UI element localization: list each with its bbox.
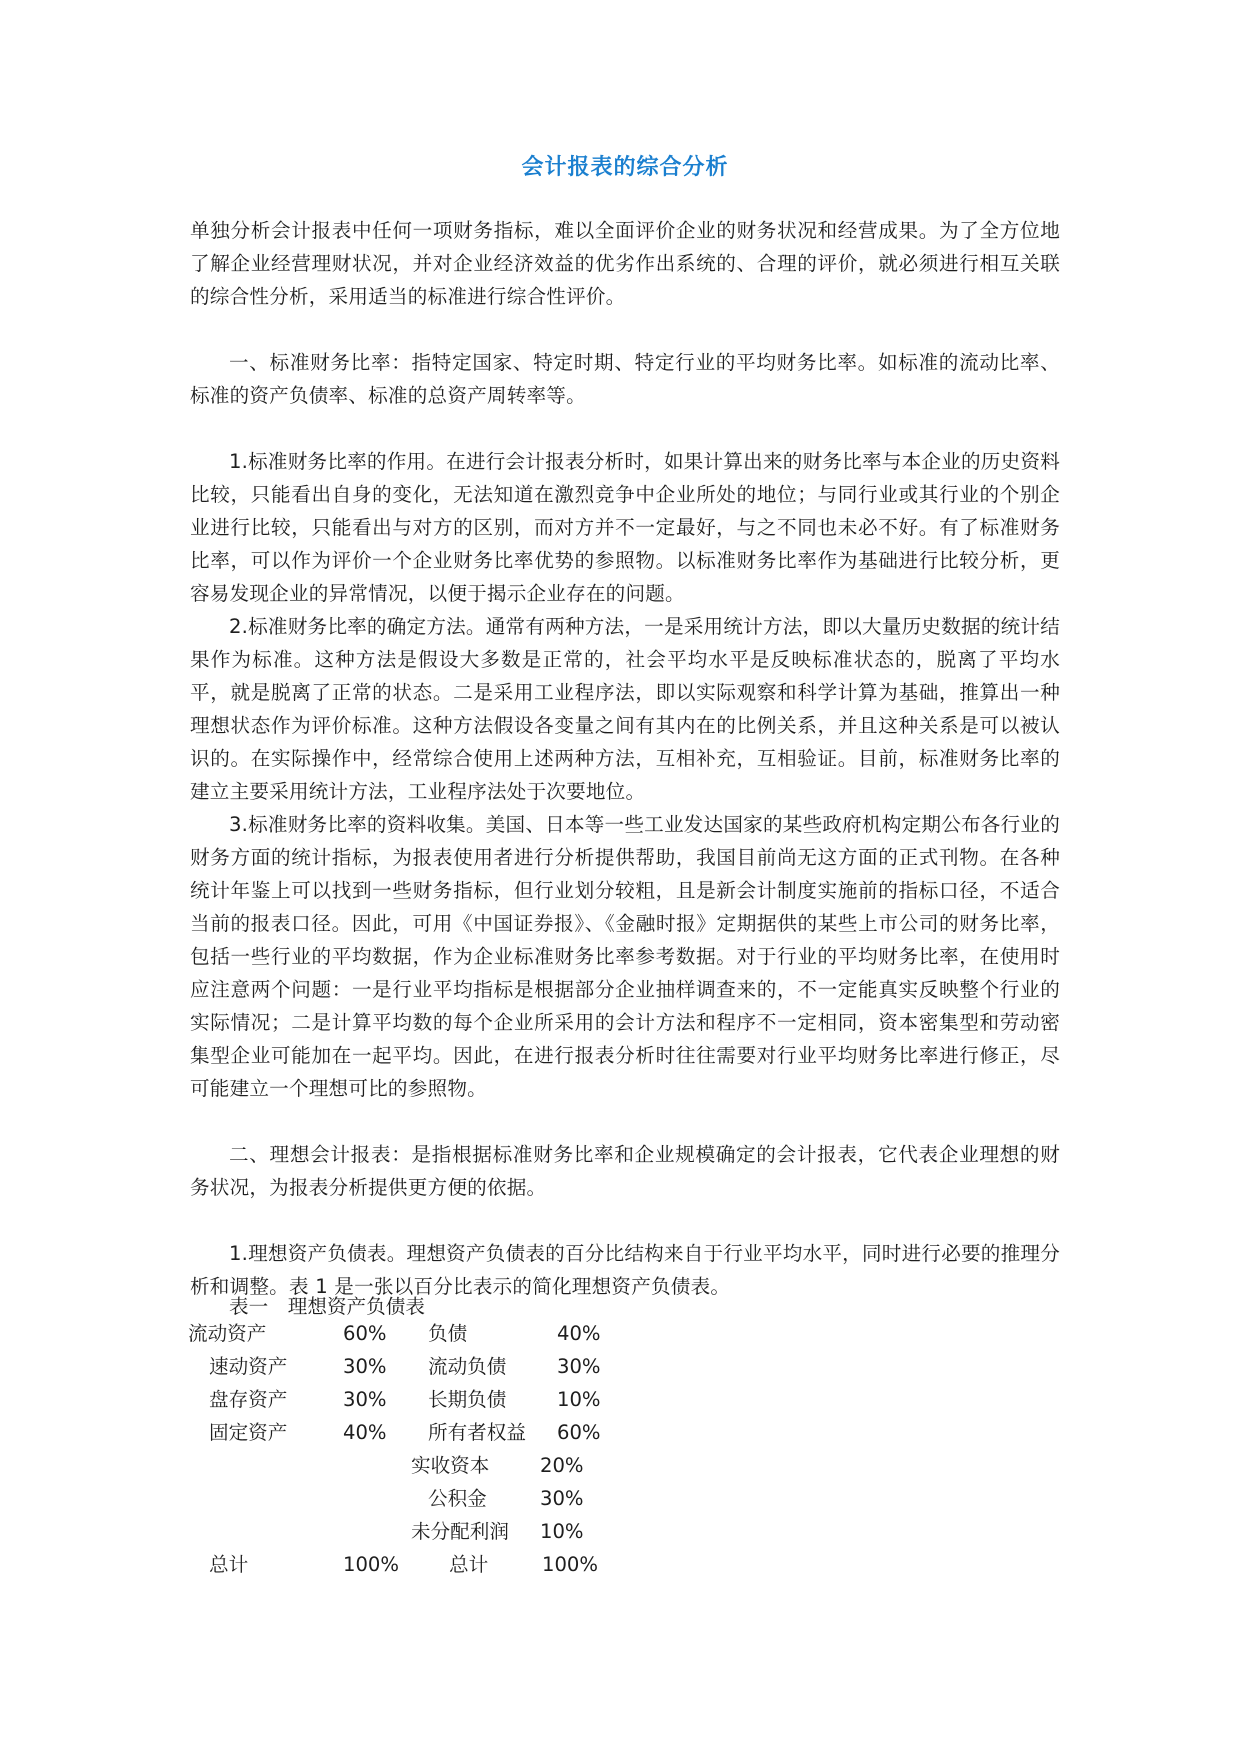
table-cell-left-value: 30% [343, 1355, 387, 1378]
table-caption: 表一 理想资产负债表 [229, 1295, 425, 1318]
table-cell-left-label: 速动资产 [209, 1355, 288, 1378]
table-cell-left-label: 流动资产 [188, 1322, 267, 1345]
document-title: 会计报表的综合分析 [521, 155, 729, 180]
table-cell-right-label: 负债 [428, 1322, 468, 1345]
table-cell-right-value: 60% [557, 1421, 601, 1444]
table-cell-right-value: 30% [557, 1355, 601, 1378]
table-cell-left-value: 40% [343, 1421, 387, 1444]
section-1-item-3: 3.标准财务比率的资料收集。美国、日本等一些工业发达国家的某些政府机构定期公布各行业的财务方面的统计指标，为报表使用者进行分析提供帮助，我国目前尚无这方面的正式刊物。在各种统计年鉴上可以找到一些财务指标，但行业划分较粗，且是新会计制度实施前的指标口径，不适合当前的报表口径。因此，可用《中国证券报》、《金融时报》定期据供的某些上市公司的财务比率，包括一些行业的平均数据，作为企业标准财务比率参考数据。对于行业的平均财务比率，在使用时应注意两个问题：一是行业平均指标是根据部分企业抽样调查来的，不一定能真实反映整个行业的实际情况；二是计算平均数的每个企业所采用的会计方法和程序不一定相同，资本密集型和劳动密集型企业可能加在一起平均。因此，在进行报表分析时往往需要对行业平均财务比率进行修正，尽可能建立一个理想可比的参照物。 [190, 813, 1060, 1100]
table-cell-right-label: 实收资本 [411, 1454, 490, 1477]
table-cell-right-label: 长期负债 [428, 1388, 507, 1411]
table-cell-right-value: 40% [557, 1322, 601, 1345]
table-cell-left-label: 盘存资产 [209, 1388, 288, 1411]
table-cell-left-label: 总计 [209, 1553, 249, 1576]
table-cell-right-label: 总计 [449, 1553, 489, 1576]
table-cell-right-label: 流动负债 [428, 1355, 507, 1378]
table-cell-left-label: 固定资产 [209, 1421, 288, 1444]
section-2-heading-paragraph: 二、理想会计报表：是指根据标准财务比率和企业规模确定的会计报表，它代表企业理想的财务状况，为报表分析提供更方便的依据。 [190, 1143, 1060, 1199]
table-cell-right-value: 10% [540, 1520, 584, 1543]
intro-paragraph: 单独分析会计报表中任何一项财务指标，难以全面评价企业的财务状况和经营成果。为了全方位地了解企业经营理财状况，并对企业经济效益的优劣作出系统的、合理的评价，就必须进行相互关联的综合性分析，采用适当的标准进行综合性评价。 [190, 219, 1060, 308]
table-cell-left-value: 100% [343, 1553, 400, 1576]
table-cell-right-label: 公积金 [428, 1487, 487, 1510]
table-cell-left-value: 60% [343, 1322, 387, 1345]
table-cell-left-value: 30% [343, 1388, 387, 1411]
table-cell-right-label: 所有者权益 [428, 1421, 526, 1444]
section-1-heading-paragraph: 一、标准财务比率：指特定国家、特定时期、特定行业的平均财务比率。如标准的流动比率、标准的资产负债率、标准的总资产周转率等。 [190, 351, 1060, 407]
section-1-item-2: 2.标准财务比率的确定方法。通常有两种方法，一是采用统计方法，即以大量历史数据的统计结果作为标准。这种方法是假设大多数是正常的，社会平均水平是反映标准状态的，脱离了平均水平，就是脱离了正常的状态。二是采用工业程序法，即以实际观察和科学计算为基础，推算出一种理想状态作为评价标准。这种方法假设各变量之间有其内在的比例关系，并且这种关系是可以被认识的。在实际操作中，经常综合使用上述两种方法，互相补充，互相验证。目前，标准财务比率的建立主要采用统计方法，工业程序法处于次要地位。 [190, 615, 1060, 803]
table-cell-right-value: 30% [540, 1487, 584, 1510]
section-2-item-1: 1.理想资产负债表。理想资产负债表的百分比结构来自于行业平均水平，同时进行必要的推理分析和调整。表 1 是一张以百分比表示的简化理想资产负债表。 [190, 1242, 1060, 1298]
table-cell-right-value: 100% [542, 1553, 599, 1576]
document-body [190, 214, 1060, 1303]
section-1-item-1: 1.标准财务比率的作用。在进行会计报表分析时，如果计算出来的财务比率与本企业的历史资料比较，只能看出自身的变化，无法知道在激烈竞争中企业所处的地位；与同行业或其行业的个别企业进行比较，只能看出与对方的区别，而对方并不一定最好，与之不同也未必不好。有了标准财务比率，可以作为评价一个企业财务比率优势的参照物。以标准财务比率作为基础进行比较分析，更容易发现企业的异常情况，以便于揭示企业存在的问题。 [190, 450, 1060, 605]
table-cell-right-label: 未分配利润 [411, 1520, 509, 1543]
table-cell-right-value: 20% [540, 1454, 584, 1477]
table-cell-right-value: 10% [557, 1388, 601, 1411]
